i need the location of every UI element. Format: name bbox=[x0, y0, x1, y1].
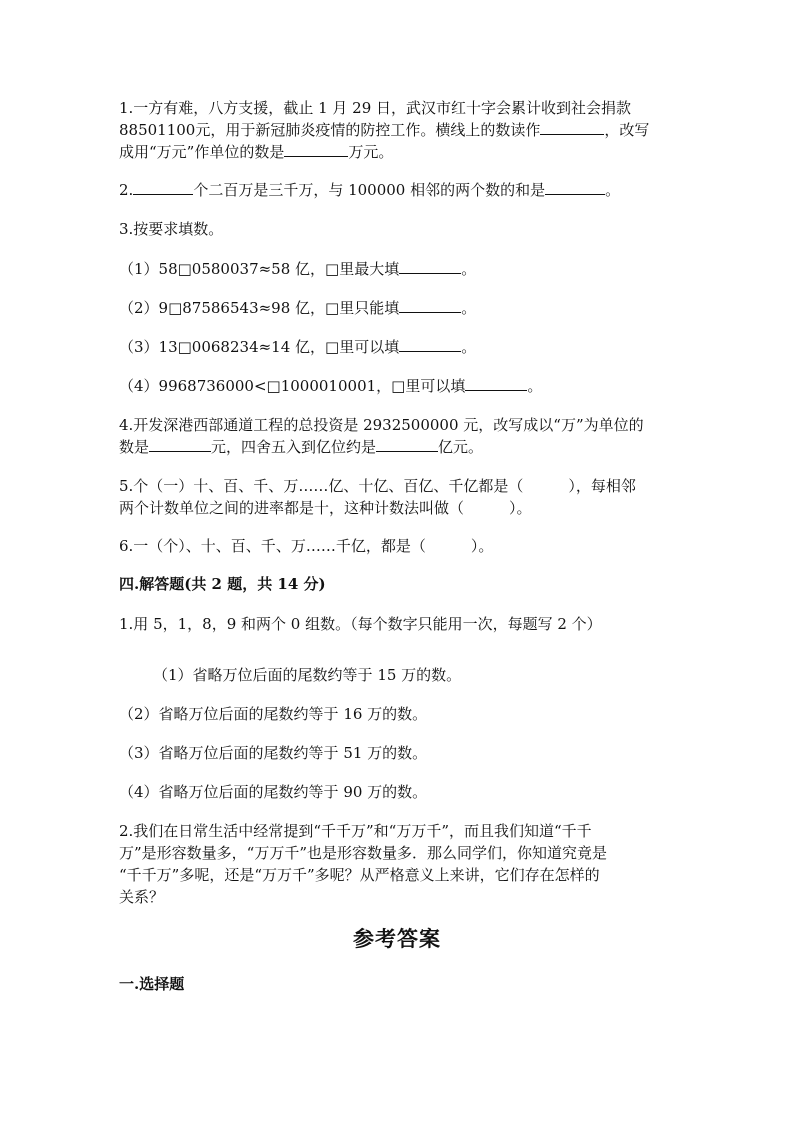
answer-question-1-sub-3: （3）省略万位后面的尾数约等于 51 万的数。 bbox=[119, 744, 428, 762]
answer-blank[interactable] bbox=[465, 376, 527, 391]
question-4-line-2-mid: 元，四舍五入到亿位约是 bbox=[211, 438, 377, 456]
section-4-heading: 四.解答题(共 2 题，共 14 分) bbox=[119, 575, 326, 593]
question-3-sub-2 bbox=[119, 297, 476, 319]
answer-question-2-line-1: 2.我们在日常生活中经常提到“千千万”和“万万千”，而且我们知道“千千 bbox=[119, 822, 592, 840]
question-1-line-1: 1.一方有难，八方支援，截止 1 月 29 日，武汉市红十字会累计收到社会捐款 bbox=[119, 99, 632, 117]
question-4-line-2-text: 数是 bbox=[119, 438, 150, 456]
answer-question-2-line-4: 关系？ bbox=[119, 888, 165, 906]
question-4-line-2 bbox=[119, 436, 483, 458]
question-2-number: 2. bbox=[119, 181, 134, 199]
question-2 bbox=[119, 179, 620, 201]
answer-question-1-sub-2: （2）省略万位后面的尾数约等于 16 万的数。 bbox=[119, 705, 428, 723]
question-3-sub-3-text: （3）13□0068234≈14 亿，□里可以填 bbox=[119, 338, 400, 356]
answer-blank[interactable] bbox=[284, 142, 348, 157]
question-6: 6.一（个）、十、百、千、万……千亿，都是（ ）。 bbox=[119, 537, 494, 555]
question-4-line-1: 4.开发深港西部通道工程的总投资是 2932500000 元，改写成以“万”为单位的 bbox=[119, 416, 644, 434]
answer-question-2-line-2: 万”是形容数量多，“万万千”也是形容数量多．那么同学们，你知道究竟是 bbox=[119, 844, 608, 862]
answers-section-1-heading: 一.选择题 bbox=[119, 975, 185, 993]
answer-blank[interactable] bbox=[399, 259, 461, 274]
question-2-text: 个二百万是三千万，与 100000 相邻的两个数的和是 bbox=[193, 181, 546, 199]
answer-blank[interactable] bbox=[399, 337, 461, 352]
question-3-title: 3.按要求填数。 bbox=[119, 220, 224, 238]
answer-blank[interactable] bbox=[149, 437, 211, 452]
question-1-line-3-text: 成用“万元”作单位的数是 bbox=[119, 143, 285, 161]
question-4-line-2-end: 亿元。 bbox=[438, 438, 484, 456]
question-5-line-2: 两个计数单位之间的进率都是十，这种计数法叫做（ ）。 bbox=[119, 499, 532, 517]
question-1-line-2-text: 88501100元，用于新冠肺炎疫情的防控工作。横线上的数读作 bbox=[119, 121, 541, 139]
answer-question-2-line-3: “千千万”多呢，还是“万万千”多呢？从严格意义上来讲，它们存在怎样的 bbox=[119, 866, 600, 884]
answer-question-1-sub-4: （4）省略万位后面的尾数约等于 90 万的数。 bbox=[119, 783, 428, 801]
question-1-line-2-end: ，改写 bbox=[604, 121, 650, 139]
answer-blank[interactable] bbox=[540, 120, 604, 135]
question-3-sub-2-text: （2）9□87586543≈98 亿，□里只能填 bbox=[119, 299, 400, 317]
question-3-sub-4-text: （4）9968736000<□1000010001，□里可以填 bbox=[119, 377, 466, 395]
answer-question-1-sub-1: （1）省略万位后面的尾数约等于 15 万的数。 bbox=[153, 666, 462, 684]
question-2-end: 。 bbox=[605, 181, 621, 199]
question-1-line-3-end: 万元。 bbox=[348, 143, 394, 161]
question-3-sub-4-end: 。 bbox=[527, 377, 543, 395]
question-1-line-2 bbox=[119, 119, 649, 141]
question-5-line-1: 5.个（一）十、百、千、万……亿、十亿、百亿、千亿都是（ ），每相邻 bbox=[119, 477, 636, 495]
question-3-sub-1-end: 。 bbox=[461, 260, 477, 278]
question-3-sub-1 bbox=[119, 258, 476, 280]
answer-blank[interactable] bbox=[133, 180, 193, 195]
answer-blank[interactable] bbox=[545, 180, 605, 195]
answer-question-1: 1.用 5，1，8，9 和两个 0 组数。（每个数字只能用一次，每题写 2 个） bbox=[119, 615, 602, 633]
question-1-line-3 bbox=[119, 141, 393, 163]
answers-title: 参考答案 bbox=[353, 926, 441, 951]
answer-blank[interactable] bbox=[376, 437, 438, 452]
question-3-sub-2-end: 。 bbox=[461, 299, 477, 317]
question-3-sub-3-end: 。 bbox=[461, 338, 477, 356]
answer-blank[interactable] bbox=[399, 298, 461, 313]
question-3-sub-1-text: （1）58□0580037≈58 亿，□里最大填 bbox=[119, 260, 400, 278]
question-3-sub-4 bbox=[119, 375, 542, 397]
question-3-sub-3 bbox=[119, 336, 476, 358]
